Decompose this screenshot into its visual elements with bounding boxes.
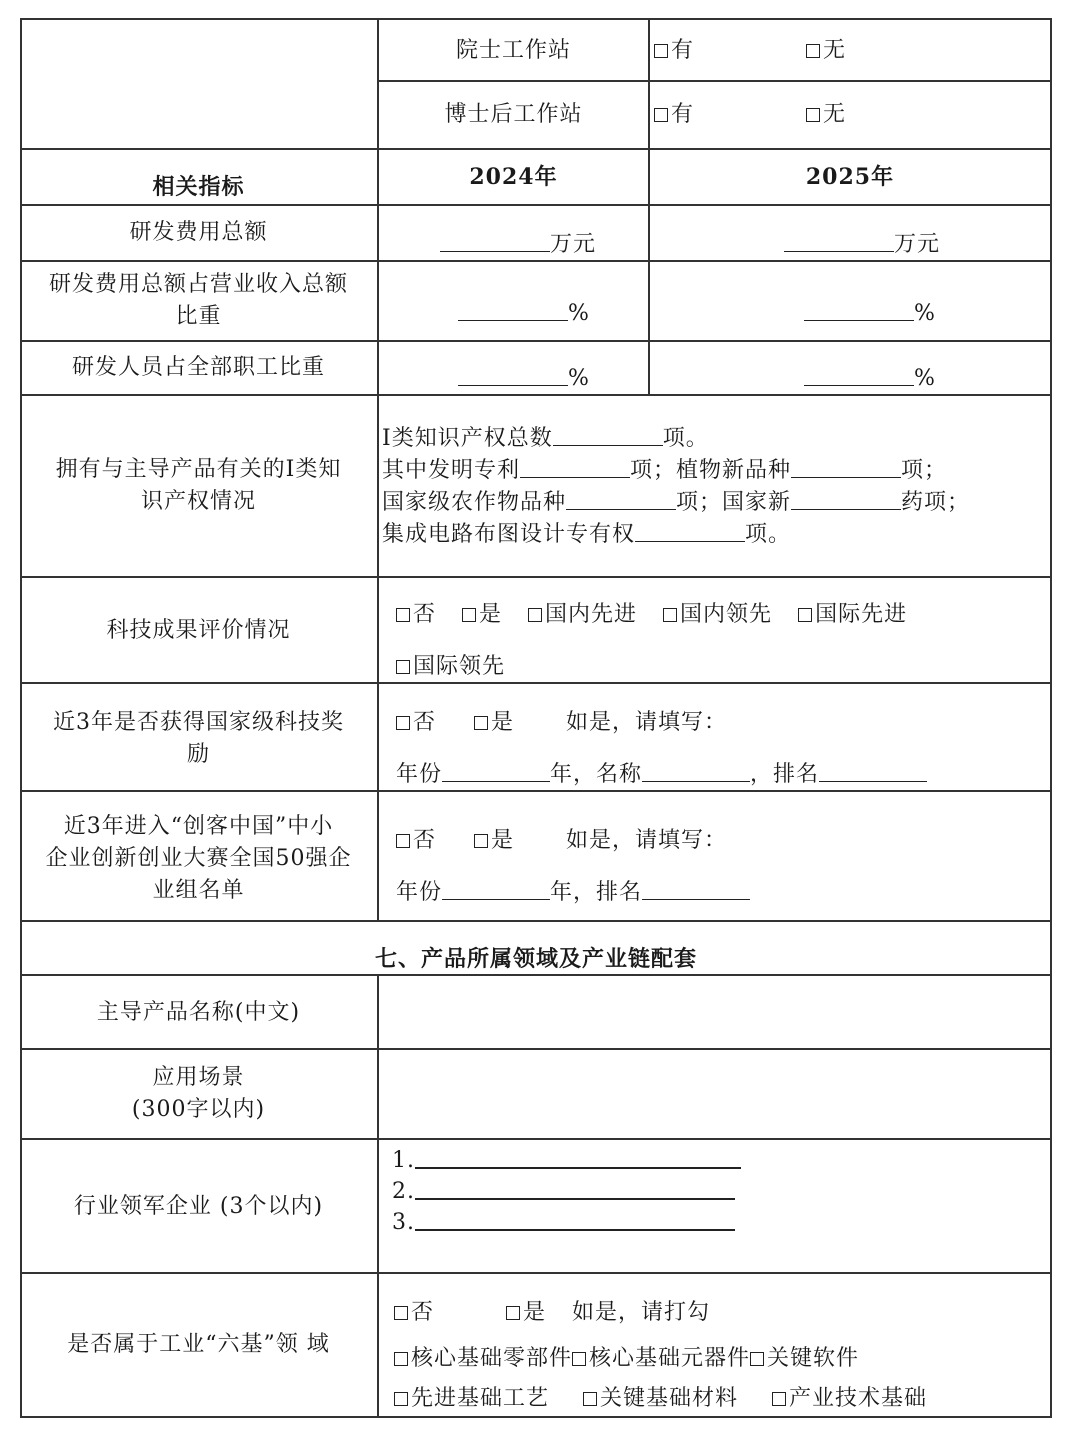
rd-ratio-2025 (804, 301, 936, 327)
application-form-table (20, 18, 1052, 1418)
advanced-process-checkbox[interactable] (394, 1392, 408, 1406)
year-2024-header: 2024年 (469, 164, 558, 190)
ic-layout-input[interactable] (635, 523, 745, 542)
rd-staff-2025-input[interactable] (804, 367, 914, 386)
checkbox-label: 无 (823, 102, 847, 127)
ip-line-2 (382, 458, 947, 484)
checkbox-label: 无 (823, 38, 847, 63)
award-rank-label: ，排名 (750, 762, 820, 787)
row-divider (20, 920, 1052, 922)
rd-ratio-label-line1: 研发费用总额占营业收入总额 (48, 272, 348, 297)
checkbox-label: 国内先进 (545, 602, 638, 627)
ip-total-input[interactable] (553, 427, 663, 446)
plant-variety-input[interactable] (791, 459, 901, 478)
rd-total-2024-input[interactable] (440, 233, 550, 252)
contest-rank-label: 年，排名 (550, 880, 643, 905)
award-rank-input[interactable] (819, 763, 927, 782)
ip-text: 项；植物新品种 (630, 458, 792, 483)
checkbox-label: 有 (671, 102, 695, 127)
international-advanced-checkbox[interactable] (798, 608, 812, 622)
domestic-advanced-checkbox[interactable] (528, 608, 542, 622)
award-yes-checkbox[interactable] (474, 716, 488, 730)
rd-ratio-2024 (458, 301, 590, 327)
postdoc-no-checkbox[interactable] (806, 108, 820, 122)
checkbox-label: 核心基础零部件 (411, 1346, 573, 1371)
unit-label: 万元 (550, 232, 597, 257)
checkbox-label: 是 (491, 828, 515, 853)
core-components-checkbox[interactable] (394, 1352, 408, 1366)
leader-item-2 (392, 1179, 735, 1205)
product-name-label: 主导产品名称(中文) (96, 1000, 301, 1025)
evaluation-options-row2 (396, 654, 505, 680)
ip-text: I类知识产权总数 (382, 426, 553, 451)
leader-item-1 (392, 1148, 741, 1174)
contest-label-line3: 业组名单 (152, 878, 245, 903)
rd-total-2025 (784, 232, 940, 258)
contest-details (396, 880, 750, 906)
rd-staff-ratio-label: 研发人员占全部职工比重 (71, 355, 325, 380)
leader-number: 2. (392, 1179, 415, 1204)
invention-patent-input[interactable] (520, 459, 630, 478)
ip-text: 项。 (745, 522, 792, 547)
contest-year-input[interactable] (442, 881, 550, 900)
ip-line-3 (382, 490, 970, 516)
indicators-header: 相关指标 (152, 174, 245, 200)
checkbox-label: 是 (479, 602, 503, 627)
contest-yes-checkbox[interactable] (474, 834, 488, 848)
checkbox-label: 国内领先 (680, 602, 773, 627)
checkbox-label: 有 (671, 38, 695, 63)
contest-label-line1: 近3年进入“创客中国”中小 (63, 814, 334, 839)
crop-variety-input[interactable] (566, 491, 676, 510)
checkbox-label: 先进基础工艺 (411, 1386, 550, 1411)
postdoc-station-options (654, 102, 846, 128)
award-name-input[interactable] (642, 763, 750, 782)
leader-2-input[interactable] (415, 1180, 735, 1200)
row-divider (20, 682, 1052, 684)
rd-ratio-label-line2: 比重 (175, 304, 222, 329)
rd-ratio-2025-input[interactable] (804, 302, 914, 321)
contest-no-checkbox[interactable] (396, 834, 410, 848)
new-drug-input[interactable] (791, 491, 901, 510)
rd-staff-2025 (804, 366, 936, 392)
evaluation-options-row1 (396, 602, 907, 628)
column-divider (377, 18, 379, 922)
six-base-options-row1 (394, 1346, 859, 1372)
industrial-technology-checkbox[interactable] (772, 1392, 786, 1406)
leader-number: 1. (392, 1148, 415, 1173)
year-2025-header: 2025年 (805, 164, 895, 190)
product-name-field[interactable] (380, 976, 1050, 1048)
ip-text: 项；国家新 (676, 490, 792, 515)
award-no-checkbox[interactable] (396, 716, 410, 730)
leader-3-input[interactable] (415, 1211, 735, 1231)
checkbox-label: 否 (413, 710, 437, 735)
award-details (396, 762, 927, 788)
row-divider (20, 148, 1052, 150)
checkbox-label: 国际先进 (815, 602, 908, 627)
unit-label: % (568, 301, 590, 326)
checkbox-label: 否 (411, 1300, 435, 1325)
table-border-right (1050, 18, 1052, 1418)
row-divider (20, 340, 1052, 342)
ip-text: 国家级农作物品种 (382, 490, 567, 515)
unit-label: % (568, 366, 590, 391)
evaluation-no-checkbox[interactable] (396, 608, 410, 622)
ip-line-1 (382, 426, 709, 452)
rd-total-2024 (440, 232, 596, 258)
rd-ratio-2024-input[interactable] (458, 302, 568, 321)
six-base-no-checkbox[interactable] (394, 1306, 408, 1320)
ip-label-line2: 识产权情况 (140, 489, 256, 514)
ip-line-4 (382, 522, 791, 548)
six-base-choice (394, 1300, 710, 1326)
academician-yes-checkbox[interactable] (654, 44, 668, 58)
academician-no-checkbox[interactable] (806, 44, 820, 58)
unit-label: % (914, 301, 936, 326)
award-instruction: 如是，请填写： (566, 710, 728, 735)
six-base-options-row2 (394, 1386, 927, 1412)
unit-label: % (914, 366, 936, 391)
contest-rank-input[interactable] (642, 881, 750, 900)
leaders-label: 行业领军企业 (3个以内) (73, 1194, 324, 1219)
academician-station-options (654, 38, 846, 64)
contest-options (396, 828, 727, 854)
checkbox-label: 否 (413, 828, 437, 853)
academician-station-label: 院士工作站 (455, 38, 571, 63)
ip-text: 集成电路布图设计专有权 (382, 522, 636, 547)
column-divider (377, 974, 379, 1418)
ip-text: 项； (901, 458, 948, 483)
unit-label: 万元 (894, 232, 941, 257)
row-divider (20, 790, 1052, 792)
ip-text: 药项； (901, 490, 971, 515)
row-divider (20, 394, 1052, 396)
row-divider (378, 80, 1052, 82)
checkbox-label: 关键基础材料 (600, 1386, 739, 1411)
six-base-instruction: 如是，请打勾 (572, 1300, 711, 1325)
rd-total-2025-input[interactable] (784, 233, 894, 252)
row-divider (20, 204, 1052, 206)
checkbox-label: 国际领先 (413, 654, 506, 679)
award-year-label: 年份 (396, 762, 443, 787)
leader-item-3 (392, 1210, 735, 1236)
award-label-line1: 近3年是否获得国家级科技奖 (53, 710, 344, 735)
international-leading-checkbox[interactable] (396, 660, 410, 674)
checkbox-label: 是 (491, 710, 515, 735)
evaluation-label: 科技成果评价情况 (106, 618, 291, 643)
core-electronic-components-checkbox[interactable] (572, 1352, 586, 1366)
contest-instruction: 如是，请填写： (566, 828, 728, 853)
key-materials-checkbox[interactable] (583, 1392, 597, 1406)
key-software-checkbox[interactable] (750, 1352, 764, 1366)
postdoc-station-label: 博士后工作站 (444, 102, 583, 127)
six-base-label: 是否属于工业“六基”领 域 (67, 1332, 330, 1357)
scenario-field[interactable] (380, 1050, 1050, 1138)
table-border-bottom (20, 1416, 1052, 1418)
checkbox-label: 关键软件 (767, 1346, 860, 1371)
postdoc-yes-checkbox[interactable] (654, 108, 668, 122)
checkbox-label: 否 (413, 602, 437, 627)
contest-year-label: 年份 (396, 880, 443, 905)
row-divider (20, 260, 1052, 262)
checkbox-label: 核心基础元器件 (589, 1346, 751, 1371)
leader-number: 3. (392, 1210, 415, 1235)
checkbox-label: 产业技术基础 (789, 1386, 928, 1411)
rd-staff-2024 (458, 366, 590, 392)
checkbox-label: 是 (523, 1300, 547, 1325)
six-base-yes-checkbox[interactable] (506, 1306, 520, 1320)
scenario-label-line2: (300字以内) (131, 1097, 266, 1122)
award-year-input[interactable] (442, 763, 550, 782)
contest-label-line2: 企业创新创业大赛全国50强企 (45, 846, 352, 871)
leader-1-input[interactable] (415, 1149, 741, 1169)
row-divider (20, 576, 1052, 578)
award-options (396, 710, 727, 736)
column-divider (648, 18, 650, 396)
ip-label-line1: 拥有与主导产品有关的I类知 (55, 457, 342, 482)
rd-total-label: 研发费用总额 (129, 220, 268, 245)
scenario-label-line1: 应用场景 (152, 1065, 245, 1090)
award-label-line2: 励 (186, 742, 210, 767)
row-divider (20, 1138, 1052, 1140)
ip-text: 项。 (662, 426, 709, 451)
section-7-title: 七、产品所属领域及产业链配套 (374, 946, 697, 972)
ip-text: 其中发明专利 (382, 458, 521, 483)
rd-staff-2024-input[interactable] (458, 367, 568, 386)
row-divider (20, 1272, 1052, 1274)
table-border-top (20, 18, 1052, 20)
domestic-leading-checkbox[interactable] (663, 608, 677, 622)
evaluation-yes-checkbox[interactable] (462, 608, 476, 622)
award-name-label: 年，名称 (550, 762, 643, 787)
